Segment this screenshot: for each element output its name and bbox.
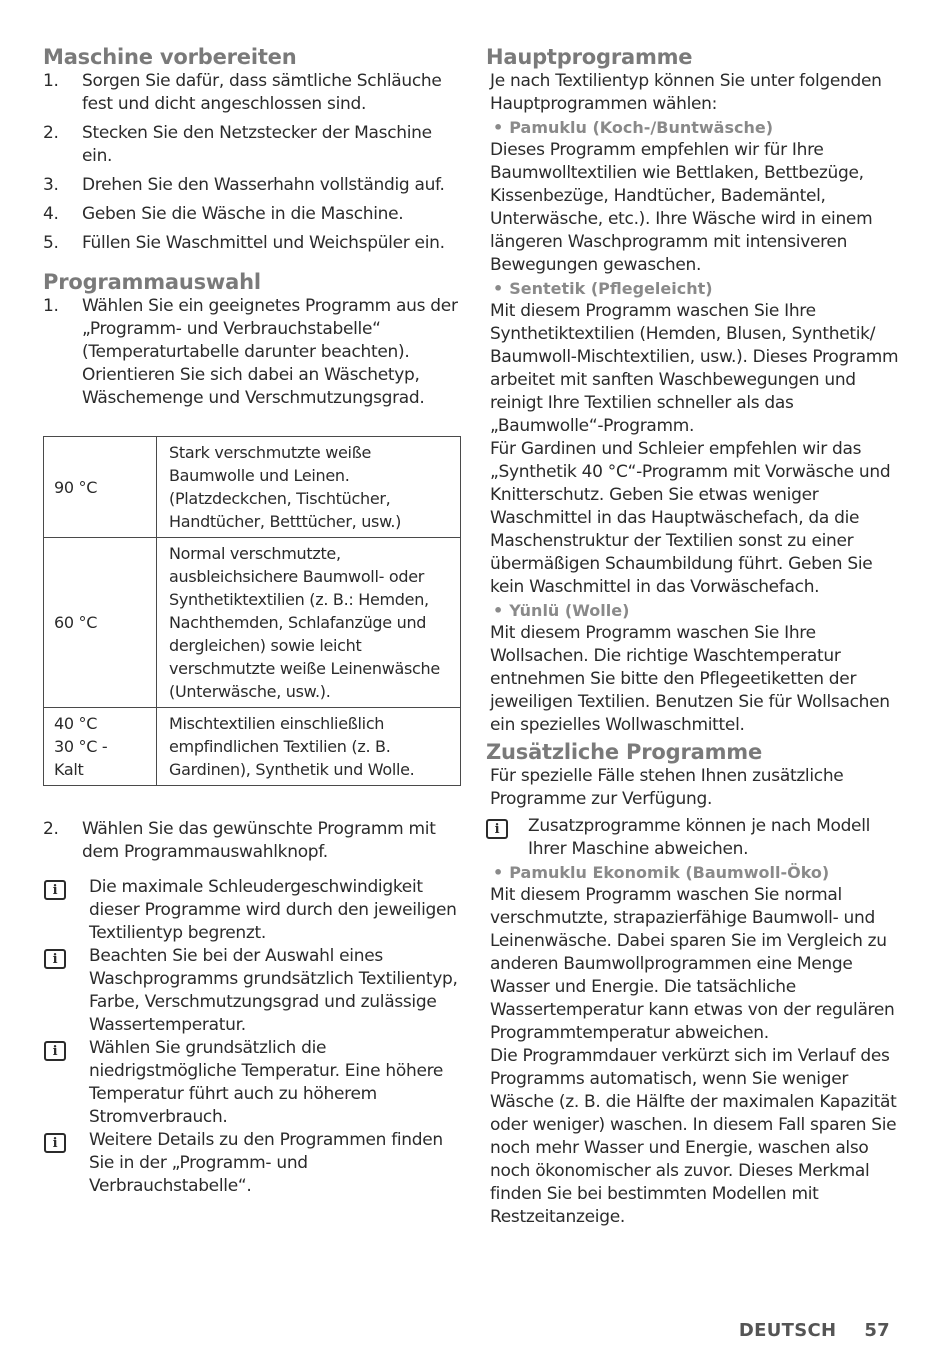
list-item: 1. Sorgen Sie dafür, dass sämtliche Schläuche fest und dicht angeschlossen sind. (43, 71, 442, 114)
info-icon: i (44, 1041, 66, 1061)
section-title-prepare: Maschine vorbereiten (43, 45, 297, 69)
list-item: 5. Füllen Sie Waschmittel und Weichspüler ein. (43, 233, 445, 253)
page-footer (739, 1320, 890, 1341)
table-row (44, 708, 461, 786)
selection-steps-list-2 (43, 818, 463, 864)
list-item: 3. Drehen Sie den Wasserhahn vollständig auf. (43, 175, 445, 195)
list-item: 2. Stecken Sie den Netzstecker der Maschine ein. (43, 123, 432, 166)
left-column (43, 44, 463, 1198)
info-icon: i (44, 949, 66, 969)
list-item: 2. Wählen Sie das gewünschte Programm mit dem Programmauswahlknopf. (43, 819, 436, 862)
section-title-main-programs: Hauptprogramme (486, 45, 693, 69)
description-cell: Normal verschmutzte, ausbleichsichere Baumwoll- oder Synthetiktextilien (z. B.: Hemden, Nachthemden, Schlafanzüge und dergleichen) sowie leicht verschmutzte weiße Leinenwäsche (Unterwäsche, usw.). (157, 538, 461, 708)
info-note: i Die maximale Schleudergeschwindigkeit dieser Programme wird durch den jeweiligen Textilientyp begrenzt. (43, 876, 463, 945)
program-description: Dieses Programm empfehlen wir für Ihre Baumwolltextilien wie Bettlaken, Bettbezüge, Kissenbezüge, Handtücher, Bademäntel, Unterwäsche, etc.). Ihre Wäsche wird in einem längeren Waschprogramm mit intensiveren Bewegungen gewaschen. (490, 140, 873, 275)
main-programs-intro: Je nach Textilientyp können Sie unter folgenden Hauptprogrammen wählen: (490, 71, 882, 114)
info-note: i Beachten Sie bei der Auswahl eines Waschprogramms grundsätzlich Textilientyp, Farbe, Verschmutzungsgrad und zulässige Wassertemperatur. (43, 945, 463, 1037)
footer-language: DEUTSCH (738, 1320, 837, 1341)
description-cell: Mischtextilien einschließlich empfindlichen Textilien (z. B. Gardinen), Synthetik und Wolle. (157, 708, 461, 786)
selection-steps-list (43, 295, 463, 410)
program-heading: • Pamuklu Ekonomik (Baumwoll-Öko) (493, 863, 830, 882)
description-cell: Stark verschmutzte weiße Baumwolle und Leinen. (Platzdeckchen, Tischtücher, Handtücher, Betttücher, usw.) (157, 437, 461, 538)
table-row (44, 437, 461, 538)
temperature-cell: 60 °C (44, 538, 157, 708)
section-title-program-selection: Programmauswahl (43, 270, 261, 294)
info-note: i Zusatzprogramme können je nach Modell Ihrer Maschine abweichen. (486, 815, 906, 861)
program-description: Für Gardinen und Schleier empfehlen wir das „Synthetik 40 °C“-Programm mit Vorwäsche und Knitterschutz. Geben Sie etwas weniger Waschmittel in das Hauptwäschefach, da die Maschenstruktur der Textilien sonst zu einer übermäßigen Schaumbildung führt. Geben Sie kein Waschmittel in das Vorwäschefach. (490, 439, 891, 597)
temperature-cell: 40 °C 30 °C - Kalt (44, 708, 157, 786)
temperature-cell: 90 °C (44, 437, 157, 538)
table-row (44, 538, 461, 708)
program-heading: • Sentetik (Pflegeleicht) (493, 279, 713, 298)
info-icon: i (44, 1133, 66, 1153)
program-description: Die Programmdauer verkürzt sich im Verlauf des Programms automatisch, wenn Sie weniger Wäsche (z. B. die Hälfte der maximalen Kapazität oder weniger) waschen. In diesem Fall sparen Sie noch mehr Wasser und Energie, waschen also noch ökonomischer als zuvor. Dieses Merkmal finden Sie bei bestimmten Modellen mit Restzeitanzeige. (490, 1046, 897, 1227)
program-heading: • Pamuklu (Koch-/Buntwäsche) (493, 118, 774, 137)
temperature-table (43, 436, 461, 786)
program-heading: • Yünlü (Wolle) (493, 601, 630, 620)
program-description: Mit diesem Programm waschen Sie Ihre Wollsachen. Die richtige Waschtemperatur entnehmen Sie bitte den Pflegeetiketten der jeweiligen Textilien. Benutzen Sie für Wollsachen ein spezielles Wollwaschmittel. (490, 623, 890, 735)
page-number: 57 (864, 1320, 890, 1341)
prepare-steps-list (43, 70, 463, 255)
info-icon: i (44, 880, 66, 900)
program-description: Mit diesem Programm waschen Sie Ihre Synthetiktextilien (Hemden, Blusen, Synthetik/ Baumwoll-Mischtextilien, usw.). Dieses Programm arbeitet mit sanften Waschbewegungen und reinigt Ihre Textilien schneller als das „Baumwolle“-Programm. (490, 301, 899, 436)
info-note: i Weitere Details zu den Programmen finden Sie in der „Programm- und Verbrauchstabelle“. (43, 1129, 463, 1198)
list-item: 1. Wählen Sie ein geeignetes Programm aus der „Programm- und Verbrauchstabelle“ (Temperaturtabelle darunter beachten). Orientieren Sie sich dabei an Wäschetyp, Wäschemenge und Verschmutzungsgrad. (43, 296, 458, 408)
info-note: i Wählen Sie grundsätzlich die niedrigstmögliche Temperatur. Eine höhere Temperatur führt auch zu höherem Stromverbrauch. (43, 1037, 463, 1129)
right-column (486, 44, 906, 1229)
program-description: Mit diesem Programm waschen Sie normal verschmutzte, strapazierfähige Baumwoll- und Leinenwäsche. Dabei sparen Sie im Vergleich zu anderen Baumwollprogrammen eine Menge Wasser und Energie. Die tatsächliche Wassertemperatur kann etwas von der regulären Programmtemperatur abweichen. (490, 885, 895, 1043)
section-title-additional-programs: Zusätzliche Programme (486, 740, 762, 764)
list-item: 4. Geben Sie die Wäsche in die Maschine. (43, 204, 404, 224)
info-icon: i (486, 819, 508, 839)
additional-programs-intro: Für spezielle Fälle stehen Ihnen zusätzliche Programme zur Verfügung. (490, 766, 844, 809)
